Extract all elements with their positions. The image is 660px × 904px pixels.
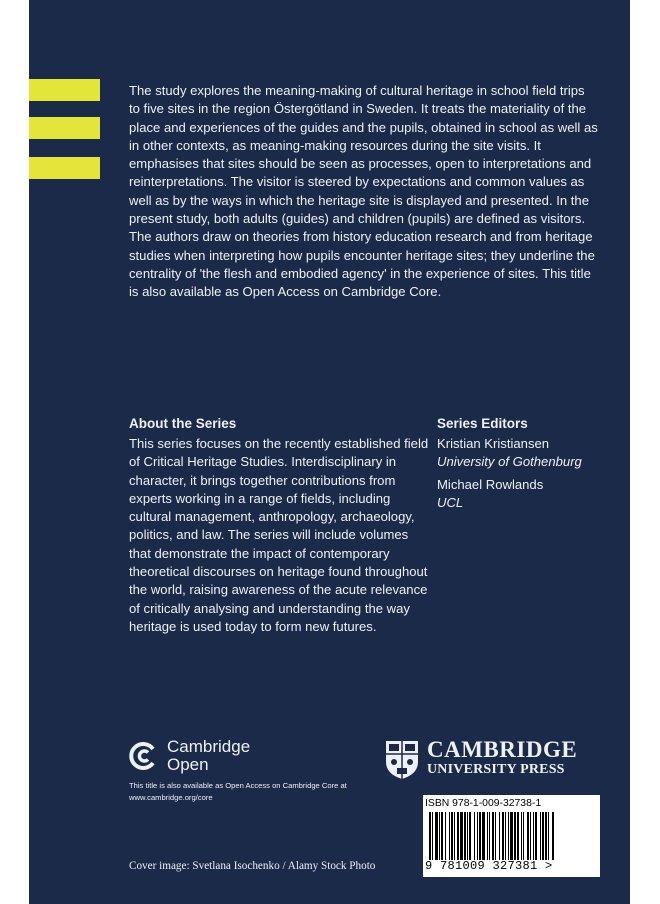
cambridge-open-line1: Cambridge (167, 737, 251, 756)
accent-stripe (29, 157, 100, 179)
publisher-subname: UNIVERSITY PRESS (427, 762, 565, 777)
editor-affiliation: UCL (437, 494, 464, 510)
editor-affiliation: University of Gothenburg (437, 454, 582, 470)
open-access-note: This title is also available as Open Access on Cambridge Core at www.cambridge.org/core (129, 781, 347, 802)
barcode-bars (429, 812, 595, 860)
isbn-label: ISBN 978-1-009-32738-1 (425, 798, 542, 809)
cambridge-crest-icon (385, 740, 419, 780)
cover-image-credit: Cover image: Svetlana Isochenko / Alamy Stock Photo (129, 860, 376, 872)
accent-stripe (29, 79, 100, 101)
about-series-heading: About the Series (129, 416, 237, 431)
editor-name: Michael Rowlands (437, 476, 544, 492)
about-series-text: This series focuses on the recently established field of Critical Heritage Studies. Interdisciplinary in character, it brings together contributions from experts working in a range of fields, including cultural management, anthropology, archaeology, politics, and law. The series will include volumes that demonstrate the impact of contemporary theoretical discourses on heritage found throughout the world, raising awareness of the acute relevance of critically analysing and understanding the way heritage is used today to form new futures. (129, 436, 429, 634)
isbn-digits: 9 781009 327381 > (425, 859, 553, 873)
cambridge-open-icon (129, 741, 159, 771)
isbn-barcode (423, 795, 600, 877)
accent-stripe (29, 117, 100, 139)
publisher-name: CAMBRIDGE (427, 737, 578, 762)
book-blurb: The study explores the meaning-making of cultural heritage in school field trips to five sites in the region Östergötland in Sweden. It treats the materiality of the place and experiences of the guides and the pupils, obtained in school as well as in other contexts, as meaning-making resources during the site visits. It emphasises that sites should be seen as processes, open to interpretations and reinterpretations. The visitor is steered by expectations and common values as well as by the ways in which the heritage site is displayed and presented. In the present study, both adults (guides) and children (pupils) are defined as visitors. The authors draw on theories from history education research and from heritage studies when interpreting how pupils encounter heritage sites; they underline the centrality of 'the flesh and embodied agency' in the experience of sites. This title is also available as Open Access on Cambridge Core. (129, 83, 598, 300)
series-editors-list (437, 435, 607, 512)
cambridge-university-press-logo (385, 737, 578, 780)
back-cover (29, 0, 630, 904)
series-editors-heading: Series Editors (437, 416, 528, 431)
cambridge-open-logo (129, 738, 250, 774)
cambridge-open-line2: Open (167, 755, 209, 774)
editor-name: Kristian Kristiansen (437, 436, 550, 451)
